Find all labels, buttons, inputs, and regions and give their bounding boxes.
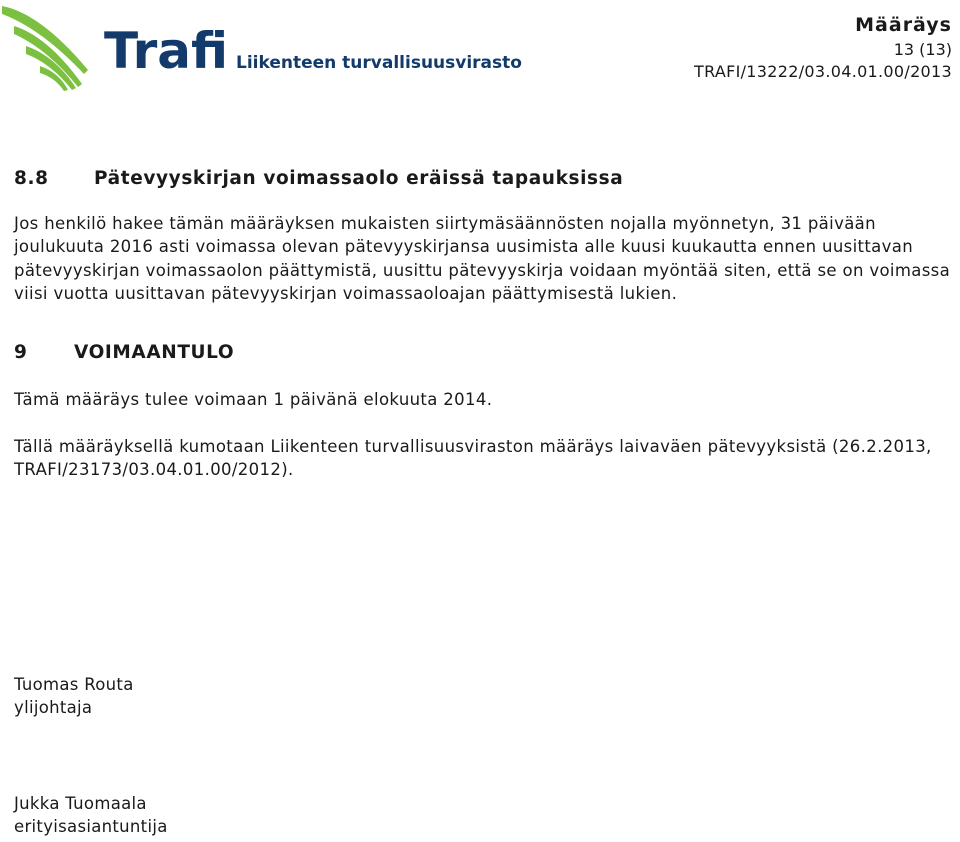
trafi-logo-mark bbox=[0, 0, 522, 95]
section-title: Pätevyyskirjan voimassaolo eräissä tapauksissa bbox=[94, 168, 624, 189]
section-heading bbox=[14, 168, 954, 189]
section-number: 8.8 bbox=[14, 168, 49, 189]
signature-block bbox=[14, 792, 168, 838]
signatory-title: ylijohtaja bbox=[14, 698, 93, 717]
document-body bbox=[14, 168, 954, 482]
paragraph: Tällä määräyksellä kumotaan Liikenteen turvallisuusviraston määräys laivaväen pätevyyksistä (26.2.2013, TRAFI/23173/03.04.01.00/2012). bbox=[14, 437, 932, 480]
agency-name: Liikenteen turvallisuusvirasto bbox=[236, 53, 522, 73]
signature-block bbox=[14, 673, 134, 719]
trafi-logo bbox=[0, 0, 522, 95]
brand-wordmark: Trafi bbox=[104, 22, 229, 80]
section-number: 9 bbox=[14, 341, 28, 363]
document-type: Määräys bbox=[855, 14, 952, 36]
signatory-name: Tuomas Routa bbox=[14, 675, 134, 694]
diary-number: TRAFI/13222/03.04.01.00/2013 bbox=[694, 61, 952, 81]
document-header bbox=[694, 14, 952, 82]
paragraph: Jos henkilö hakee tämän määräyksen mukaisten siirtymäsäännösten nojalla myönnetyn, 31 päivään joulukuuta 2016 asti voimassa olevan pätevyyskirjansa uusimista alle kuusi kuukautta ennen uusittavan pätevyyskirjan voimassaolon päättymistä, uusittu pätevyyskirja voidaan myöntää siten, että se on voimassa viisi vuotta uusittavan pätevyyskirjan voimassaoloajan päättymisestä lukien. bbox=[14, 214, 951, 304]
section-heading bbox=[14, 342, 954, 363]
paragraph: Tämä määräys tulee voimaan 1 päivänä elokuuta 2014. bbox=[14, 389, 493, 409]
signatory-name: Jukka Tuomaala bbox=[14, 794, 147, 813]
signatory-title: erityisasiantuntija bbox=[14, 817, 168, 836]
section-title: VOIMAANTULO bbox=[74, 341, 235, 363]
page-number: 13 (13) bbox=[893, 39, 952, 59]
